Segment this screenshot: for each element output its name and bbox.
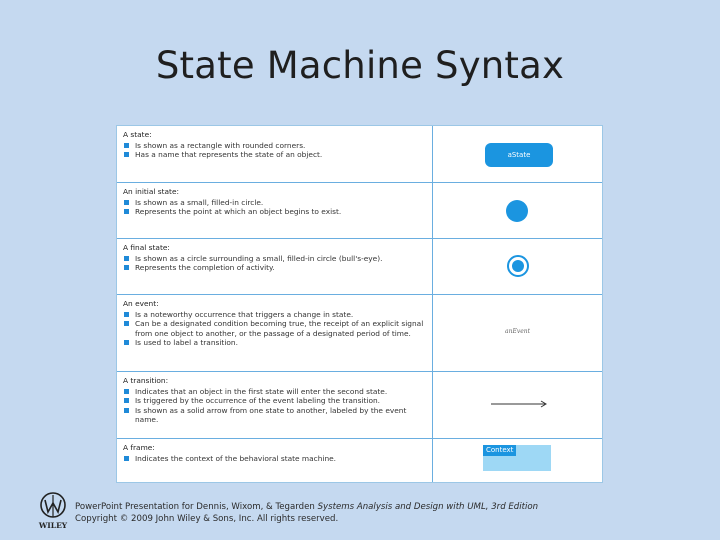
bullet-item: Is used to label a transition. xyxy=(123,338,426,348)
footer-line-1 xyxy=(75,501,538,513)
row-description xyxy=(117,239,433,294)
row-heading: An event: xyxy=(123,299,159,308)
row-symbol xyxy=(433,372,602,438)
final-state-inner-dot xyxy=(512,260,524,272)
row-symbol xyxy=(433,239,602,294)
frame-symbol xyxy=(483,445,551,471)
bullet-item: Is shown as a solid arrow from one state to another, labeled by the event name. xyxy=(123,406,426,425)
transition-arrow-symbol xyxy=(491,399,549,409)
row-heading: A transition: xyxy=(123,376,169,385)
row-symbol xyxy=(433,126,602,182)
row-heading: A final state: xyxy=(123,243,170,252)
bullet-item: Can be a designated condition becoming true, the receipt of an explicit signal xyxy=(123,319,426,329)
syntax-row-transition xyxy=(117,371,602,438)
final-state-symbol xyxy=(507,255,529,277)
row-symbol xyxy=(433,439,602,482)
row-description xyxy=(117,183,433,238)
row-description xyxy=(117,439,433,482)
slide-title: State Machine Syntax xyxy=(155,44,565,87)
bullet-continuation: from one object to another, or the passage of a designated period of time. xyxy=(135,328,411,338)
row-symbol xyxy=(433,295,602,371)
row-symbol xyxy=(433,183,602,238)
state-symbol: aState xyxy=(485,143,553,167)
syntax-row-final-state xyxy=(117,238,602,294)
footer-copyright: Copyright © 2009 John Wiley & Sons, Inc. All rights reserved. xyxy=(75,514,339,524)
bullet-item: Is triggered by the occurrence of the event labeling the transition. xyxy=(123,396,426,406)
syntax-row-initial-state xyxy=(117,182,602,238)
row-description xyxy=(117,126,433,182)
frame-context-tab: Context xyxy=(483,445,516,456)
row-heading: A frame: xyxy=(123,443,155,452)
footer-prefix: PowerPoint Presentation for Dennis, Wixom, & Tegarden xyxy=(75,502,318,512)
syntax-table xyxy=(116,125,603,483)
bullet-item: Indicates the context of the behavioral state machine. xyxy=(123,454,426,464)
bullet-item: Has a name that represents the state of an object. xyxy=(123,150,426,160)
event-symbol: anEvent xyxy=(505,328,531,335)
bullet-item: Is shown as a rectangle with rounded corners. xyxy=(123,141,426,151)
bullet-item: Is shown as a small, filled-in circle. xyxy=(123,198,426,208)
syntax-row-frame xyxy=(117,438,602,482)
row-heading: A state: xyxy=(123,130,152,139)
bullet-item: Represents the point at which an object begins to exist. xyxy=(123,207,426,217)
bullet-item: Is a noteworthy occurrence that triggers a change in state. xyxy=(123,310,426,320)
syntax-row-state xyxy=(117,126,602,182)
row-description xyxy=(117,295,433,371)
footer-book-title: Systems Analysis and Design with UML, 3rd Edition xyxy=(317,502,539,512)
wiley-logo-text: WILEY xyxy=(38,521,68,530)
row-description xyxy=(117,372,433,438)
initial-state-symbol xyxy=(506,200,528,222)
footer-credits xyxy=(75,501,538,525)
bullet-item: Represents the completion of activity. xyxy=(123,263,426,273)
syntax-row-event xyxy=(117,294,602,371)
bullet-item: Indicates that an object in the first state will enter the second state. xyxy=(123,387,426,397)
bullet-item: Is shown as a circle surrounding a small, filled-in circle (bull's-eye). xyxy=(123,254,426,264)
row-heading: An initial state: xyxy=(123,187,179,196)
